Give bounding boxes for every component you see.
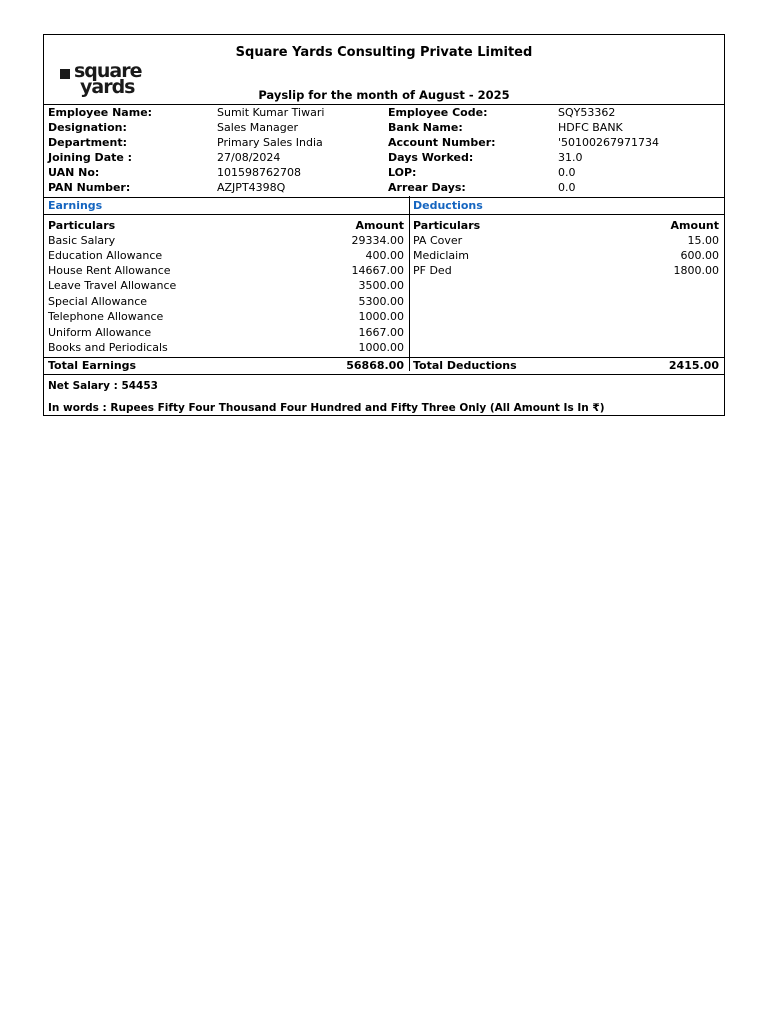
info-row — [44, 105, 724, 120]
info-value: 101598762708 — [217, 166, 301, 179]
earning-amount: 14667.00 — [351, 264, 404, 277]
company-name: Square Yards Consulting Private Limited — [235, 45, 533, 60]
salary-table — [44, 215, 724, 357]
deductions-amount-header: Amount — [670, 219, 719, 232]
info-row — [44, 180, 724, 195]
info-label: Account Number: — [388, 136, 496, 149]
info-label: Arrear Days: — [388, 181, 466, 194]
deduction-amount: 15.00 — [687, 234, 719, 247]
table-row — [44, 340, 724, 355]
deduction-amount: 600.00 — [680, 249, 719, 262]
deduction-amount: 1800.00 — [673, 264, 719, 277]
earning-name: Special Allowance — [48, 295, 148, 308]
table-row — [44, 248, 724, 263]
earnings-particulars-header: Particulars — [48, 219, 116, 232]
info-value: 0.0 — [558, 181, 576, 194]
earning-name: Books and Periodicals — [48, 341, 168, 354]
earning-name: House Rent Allowance — [48, 264, 171, 277]
deduction-name: Mediclaim — [413, 249, 469, 262]
deductions-heading: Deductions — [413, 199, 483, 212]
info-label: Designation: — [48, 121, 127, 134]
info-label: Employee Name: — [48, 106, 153, 119]
deductions-particulars-header: Particulars — [413, 219, 481, 232]
table-row — [44, 233, 724, 248]
info-label: Joining Date : — [48, 151, 133, 164]
earning-amount: 5300.00 — [358, 295, 404, 308]
earning-name: Education Allowance — [48, 249, 163, 262]
total-earnings-label: Total Earnings — [48, 359, 137, 372]
payslip — [43, 34, 725, 416]
payslip-title: Payslip for the month of August - 2025 — [258, 88, 510, 102]
logo-word-yards: yards — [80, 76, 135, 98]
earning-amount: 3500.00 — [358, 279, 404, 292]
earning-amount: 1667.00 — [358, 326, 404, 339]
info-row — [44, 135, 724, 150]
info-value: Primary Sales India — [217, 136, 323, 149]
info-row — [44, 165, 724, 180]
info-value: AZJPT4398Q — [217, 181, 286, 194]
net-salary: Net Salary : 54453 — [48, 380, 158, 392]
info-row — [44, 150, 724, 165]
earnings-amount-header: Amount — [355, 219, 404, 232]
table-header-row — [44, 218, 724, 233]
earning-amount: 1000.00 — [358, 310, 404, 323]
earning-name: Uniform Allowance — [48, 326, 152, 339]
info-value: SQY53362 — [558, 106, 616, 119]
info-label: Employee Code: — [388, 106, 488, 119]
table-row — [44, 294, 724, 309]
info-value: 27/08/2024 — [217, 151, 281, 164]
info-value: Sales Manager — [217, 121, 298, 134]
employee-info — [44, 105, 724, 198]
earning-amount: 29334.00 — [351, 234, 404, 247]
section-headers — [44, 198, 724, 215]
earnings-heading: Earnings — [48, 199, 103, 212]
total-earnings-value: 56868.00 — [346, 359, 404, 372]
logo-square-icon — [60, 69, 70, 79]
info-value: '50100267971734 — [558, 136, 660, 149]
payslip-header — [44, 35, 724, 105]
info-label: LOP: — [388, 166, 417, 179]
table-row — [44, 325, 724, 340]
info-label: PAN Number: — [48, 181, 131, 194]
logo-word-square: square — [74, 60, 142, 82]
info-label: Bank Name: — [388, 121, 463, 134]
info-value: Sumit Kumar Tiwari — [217, 106, 325, 119]
info-label: UAN No: — [48, 166, 100, 179]
info-value: 0.0 — [558, 166, 576, 179]
earning-amount: 400.00 — [365, 249, 404, 262]
info-value: 31.0 — [558, 151, 583, 164]
total-deductions-value: 2415.00 — [668, 359, 719, 372]
table-row — [44, 263, 724, 278]
deduction-name: PA Cover — [413, 234, 463, 247]
info-row — [44, 120, 724, 135]
earning-name: Telephone Allowance — [48, 310, 164, 323]
earning-name: Leave Travel Allowance — [48, 279, 177, 292]
table-row — [44, 309, 724, 324]
deduction-name: PF Ded — [413, 264, 452, 277]
earning-name: Basic Salary — [48, 234, 116, 247]
column-divider — [409, 196, 410, 371]
earning-amount: 1000.00 — [358, 341, 404, 354]
net-salary-in-words: In words : Rupees Fifty Four Thousand Four Hundred and Fifty Three Only (All Amount Is In ₹) — [48, 402, 605, 414]
totals-row — [44, 357, 724, 375]
info-label: Days Worked: — [388, 151, 474, 164]
info-label: Department: — [48, 136, 127, 149]
info-value: HDFC BANK — [558, 121, 623, 134]
table-row — [44, 278, 724, 293]
total-deductions-label: Total Deductions — [413, 359, 517, 372]
